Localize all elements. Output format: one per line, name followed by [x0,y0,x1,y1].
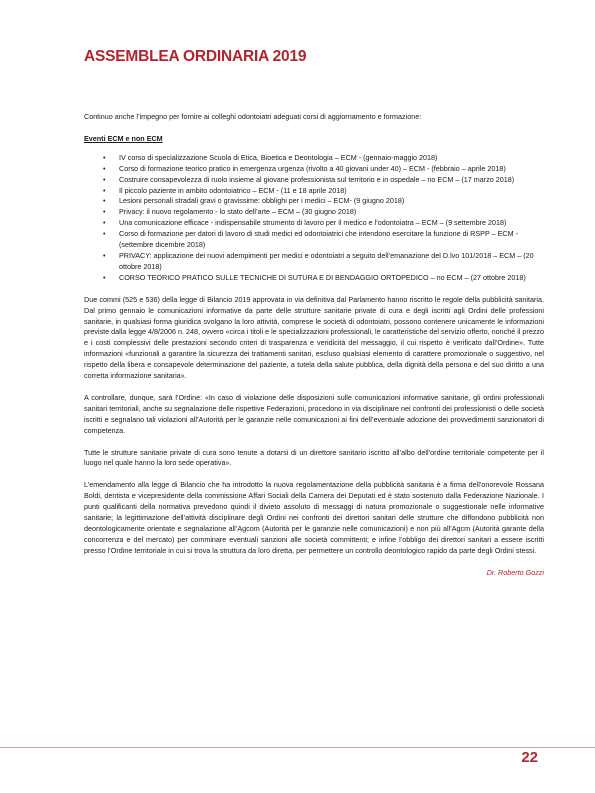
event-list [84,153,544,284]
intro-text: Continuo anche l’impegno per fornire ai colleghi odontoiatri adeguati corsi di aggiornamento e formazione: [84,112,422,121]
event-list-item [84,164,544,175]
event-text: Il piccolo paziente in ambito odontoiatrico – ECM - (11 e 18 aprile 2018) [119,185,347,195]
paragraph-budget-law: Due commi (525 e 536) della legge di Bilancio 2019 approvata in via definitiva dal Parlamento hanno riscritto le regole della pubblicità sanitaria. Dal primo gennaio le comunicazioni informative da parte delle strutture sanitarie private di cura e degli iscritti agli Ordini delle professioni sanitarie, in qualsiasi forma giuridica svolgano la loro attività, comprese le società di odontoiatri, possono contenere unicamente le informazioni previste dalla legge 4/8/2006 n. 248, ovvero «circa i titoli e le specializzazioni professionali, le caratteristiche del servizio offerto, nonché il prezzo e i costi complessivi delle prestazioni secondo criteri di trasparenza e veridicità del messaggio, il cui rispetto è verificato dall’Ordine». Tutte informazioni «funzionali a garantire la sicurezza dei trattamenti sanitari, escluso qualsiasi elemento di carattere promozionale o suggestivo, nel rispetto della libera e consapevole determinazione del paziente, a tutela della salute pubblica, della dignità della persona e del suo diritto a una corretta informazione sanitaria». [84,294,544,381]
event-text: Lesioni personali stradali gravi o gravissime: obblighi per i medici – ECM- (9 giugno 2018) [119,196,405,206]
bullet-icon: • [103,229,106,239]
event-text: Una comunicazione efficace - indispensabile strumento di lavoro per il medico e l’odontoiatra – ECM – (9 settembre 2018) [119,218,507,228]
paragraph-order-control: A controllare, dunque, sarà l’Ordine: «In caso di violazione delle disposizioni sulle comunicazioni informative sanitarie, gli ordini professionali sanitari territoriali, anche su segnalazione delle rispettive Federazioni, procedono in via disciplinare nei confronti dei professionisti o delle società iscritti e segnalano tali violazioni all’Autorità per le garanzie nelle comunicazioni ai fini dell’eventuale adozione dei provvedimenti sanzionatori di competenza. [84,392,544,435]
bullet-icon: • [103,218,106,228]
event-text: Corso di formazione per datori di lavoro di studi medici ed odontoiatrici che intendono esercitare la funzione di RSPP – ECM - (settembre dicembre 2018) [119,229,518,250]
event-text: CORSO TEORICO PRATICO SULLE TECNICHE DI SUTURA E DI BENDAGGIO ORTOPEDICO – no ECM – (27 ottobre 2018) [119,272,526,282]
event-list-item [84,175,544,186]
bullet-icon: • [103,272,106,282]
event-list-item [84,229,544,251]
event-list-item [84,207,544,218]
event-list-item [84,218,544,229]
event-text: Corso di formazione teorico pratico in emergenza urgenza (rivolto a 40 giovani under 40) – ECM - (febbraio – aprile 2018) [119,163,506,173]
event-list-item [84,153,544,164]
event-text: PRIVACY: applicazione dei nuovi adempimenti per medici e odontoiatri a seguito dell’emanazione del D.lvo 101/2018 – ECM – (20 ottobre 2018) [119,250,534,271]
page-title: ASSEMBLEA ORDINARIA 2019 [84,48,307,66]
paragraph-health-director: Tutte le strutture sanitarie private di cura sono tenute a dotarsi di un direttore sanitario iscritto all’albo dell’ordine territoriale competente per il luogo nel quale hanno la loro sede operativa». [84,447,544,468]
section-heading-events: Eventi ECM e non ECM [84,133,163,143]
bullet-icon: • [103,152,106,162]
event-list-item [84,251,544,273]
bullet-icon: • [103,250,106,260]
bullet-icon: • [103,196,106,206]
bullet-icon: • [103,174,106,184]
event-text: IV corso di specializzazione Scuola di Etica, Bioetica e Deontologia – ECM - (gennaio-maggio 2018) [119,152,438,162]
page-number: 22 [521,749,538,766]
article-body [84,112,544,579]
author-signature: Dr. Roberto Gozzi [486,567,544,577]
bullet-icon: • [103,207,106,217]
bullet-icon: • [103,163,106,173]
event-text: Costruire consapevolezza di ruolo insieme al giovane professionista sul territorio e in ospedale – no ECM – (17 marzo 2018) [119,174,515,184]
event-list-item [84,186,544,197]
bullet-icon: • [103,185,106,195]
event-list-item [84,196,544,207]
event-text: Privacy: il nuovo regolamento - lo stato dell’arte – ECM – (30 giugno 2018) [119,207,357,217]
event-list-item [84,273,544,284]
footer-divider [0,747,595,748]
paragraph-amendment: L’emendamento alla legge di Bilancio che ha introdotto la nuova regolamentazione della pubblicità sanitaria è a firma dell’onorevole Rossana Boldi, dentista e vicepresidente della commissione Affari Sociali della Camera dei Deputati ed è stato sostenuto dalla Federazione Nazionale. I punti qualificanti della normativa prevedono quindi il divieto assoluto di messaggi di natura promozionale o suggestionale nelle informative sanitarie; la legittimazione dell’attività disciplinare degli Ordini nei confronti dei direttori sanitari delle strutture che diffondono pubblicità non deontologicamente orientate e segnalazione all’Agcom (Autorità per le garanzie nelle comunicazioni) e non più all’Agcm (Autorità garante della concorrenza e del mercato) per comminare eventuali sanzioni alle società committenti; e infine l’obbligo dei direttori sanitari a essere iscritti presso l’Ordine territoriale in cui si trova la struttura da loro diretta, per permettere un controllo deontologico rapido da parte degli Ordini stessi. [84,480,544,555]
